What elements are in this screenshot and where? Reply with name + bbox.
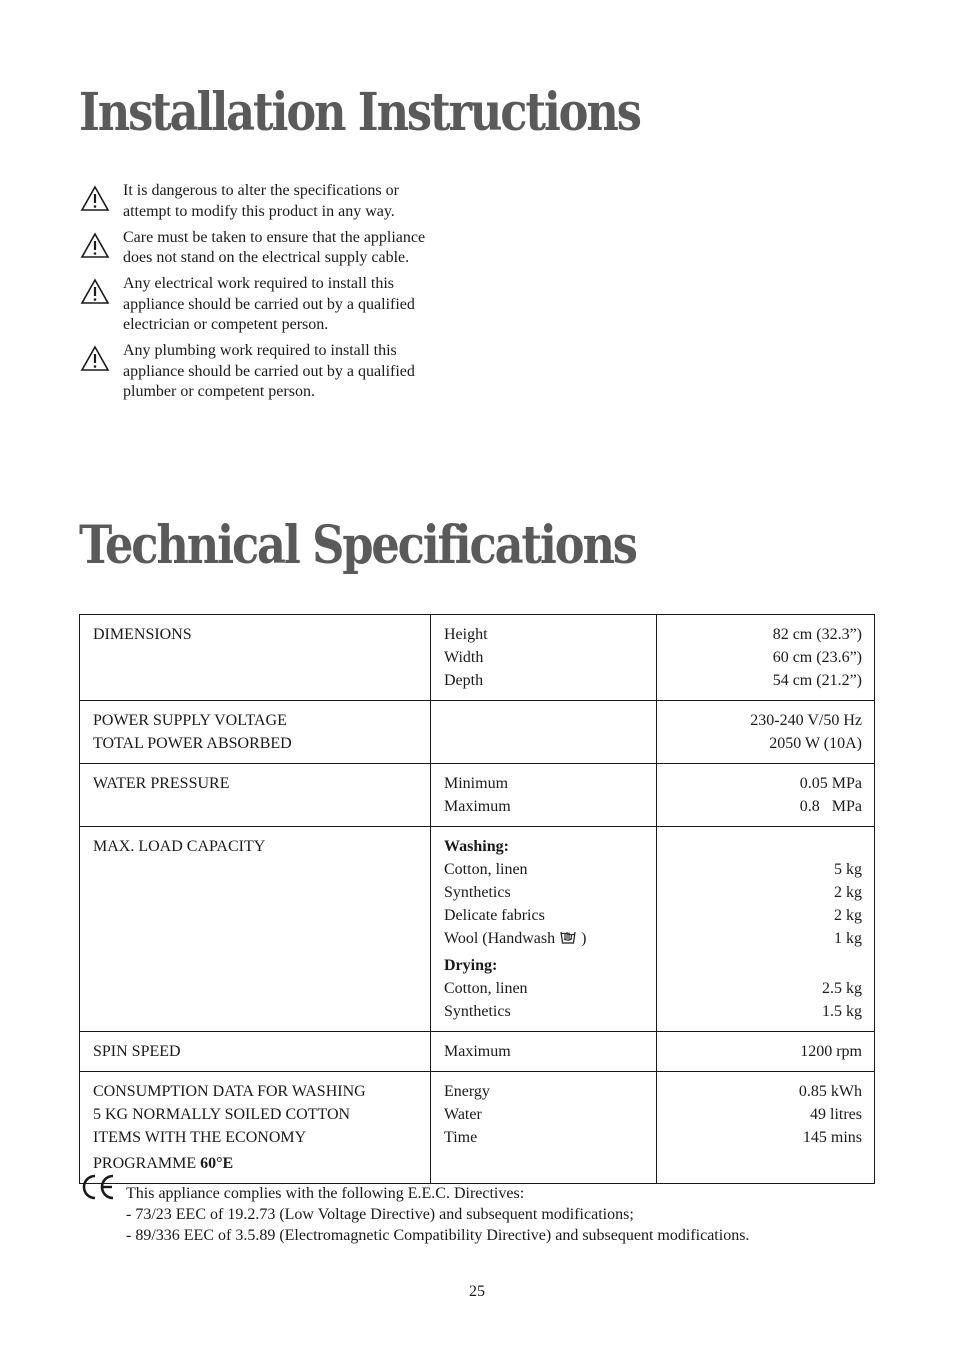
load-params-cell — [431, 827, 657, 1032]
programme-prefix: PROGRAMME — [93, 1155, 201, 1172]
warning-list — [80, 181, 480, 408]
param-value: 2.5 kg — [822, 980, 862, 997]
param-name: Synthetics — [444, 884, 511, 901]
param-name: Depth — [444, 672, 484, 689]
param-name: Synthetics — [444, 1003, 511, 1020]
dimensions-values-cell — [657, 615, 875, 701]
param-name: Height — [444, 626, 488, 643]
param-name: Minimum — [444, 775, 509, 792]
warning-text: Care must be taken to ensure that the appliance does not stand on the electrical supply cable. — [123, 228, 426, 266]
param-value: 0.8 MPa — [799, 798, 862, 815]
table-row — [80, 827, 875, 1032]
ce-mark-icon — [81, 1172, 115, 1202]
load-values-cell — [657, 827, 875, 1032]
param-value: 60 cm (23.6”) — [772, 649, 862, 666]
directive-line: - 73/23 EEC of 19.2.73 (Low Voltage Directive) and subsequent modifications; — [126, 1206, 634, 1223]
warning-triangle-icon — [80, 278, 110, 305]
spin-params-cell — [431, 1032, 657, 1072]
compliance-intro: This appliance complies with the following E.E.C. Directives: — [126, 1185, 525, 1202]
programme-name: 60°E — [200, 1155, 234, 1172]
wool-close: ) — [581, 930, 587, 947]
warning-text: Any plumbing work required to install this appliance should be carried out by a qualified plumber or competent person. — [123, 342, 415, 400]
drying-heading: Drying: — [444, 957, 498, 974]
warning-item — [80, 181, 480, 222]
param-name: Delicate fabrics — [444, 907, 545, 924]
compliance-text — [126, 1183, 749, 1246]
load-label-cell — [80, 827, 431, 1032]
consumption-params-cell — [431, 1072, 657, 1184]
param-name: Cotton, linen — [444, 861, 528, 878]
table-row — [80, 701, 875, 764]
specifications-table — [79, 614, 875, 1184]
washing-heading: Washing: — [444, 838, 509, 855]
handwash-icon — [559, 927, 577, 945]
spin-label-cell — [80, 1032, 431, 1072]
warning-item — [80, 228, 480, 269]
row-label: DIMENSIONS — [93, 626, 192, 643]
param-name: Energy — [444, 1083, 490, 1100]
row-label: TOTAL POWER ABSORBED — [93, 735, 292, 752]
water-pressure-values-cell — [657, 764, 875, 827]
param-value: 0.05 MPa — [799, 775, 862, 792]
warning-text: It is dangerous to alter the specifications or attempt to modify this product in any way. — [123, 182, 399, 220]
page-number: 25 — [469, 1283, 485, 1300]
param-value: 49 litres — [810, 1106, 862, 1123]
param-name: Maximum — [444, 798, 511, 815]
technical-specifications-heading: Technical Specifications — [79, 515, 636, 576]
param-value: 5 kg — [834, 861, 862, 878]
table-row — [80, 1032, 875, 1072]
param-value: 1200 rpm — [800, 1043, 862, 1060]
row-label: POWER SUPPLY VOLTAGE — [93, 712, 287, 729]
param-name: Maximum — [444, 1043, 511, 1060]
table-row — [80, 615, 875, 701]
param-name: Cotton, linen — [444, 980, 528, 997]
row-label: MAX. LOAD CAPACITY — [93, 838, 266, 855]
warning-triangle-icon — [80, 185, 110, 212]
warning-item — [80, 341, 480, 403]
param-value: 54 cm (21.2”) — [772, 672, 862, 689]
programme-label — [93, 1152, 418, 1175]
param-value: 230-240 V/50 Hz — [750, 712, 862, 729]
param-value: 0.85 kWh — [798, 1083, 862, 1100]
consumption-label-cell — [80, 1072, 431, 1184]
param-value: 1 kg — [834, 930, 862, 947]
param-value: 1.5 kg — [822, 1003, 862, 1020]
consumption-values-cell — [657, 1072, 875, 1184]
water-pressure-params-cell — [431, 764, 657, 827]
param-name: Width — [444, 649, 484, 666]
param-value: 2 kg — [834, 884, 862, 901]
warning-triangle-icon — [80, 232, 110, 259]
param-value: 2050 W (10A) — [769, 735, 862, 752]
row-label: ITEMS WITH THE ECONOMY — [93, 1129, 307, 1146]
warning-text: Any electrical work required to install this appliance should be carried out by a qualified electrician or competent person. — [123, 275, 415, 333]
param-name: Time — [444, 1129, 478, 1146]
warning-triangle-icon — [80, 345, 110, 372]
row-label: WATER PRESSURE — [93, 775, 230, 792]
row-label: CONSUMPTION DATA FOR WASHING — [93, 1083, 366, 1100]
warning-item — [80, 274, 480, 336]
wool-param — [444, 927, 644, 950]
dimensions-label-cell — [80, 615, 431, 701]
installation-heading: Installation Instructions — [79, 82, 640, 143]
power-params-cell — [431, 701, 657, 764]
table-row — [80, 764, 875, 827]
row-label: 5 KG NORMALLY SOILED COTTON — [93, 1106, 351, 1123]
water-pressure-label-cell — [80, 764, 431, 827]
directive-line: - 89/336 EEC of 3.5.89 (Electromagnetic Compatibility Directive) and subsequent modifications. — [126, 1227, 750, 1244]
param-value: 2 kg — [834, 907, 862, 924]
param-value: 82 cm (32.3”) — [772, 626, 862, 643]
power-values-cell — [657, 701, 875, 764]
spin-values-cell — [657, 1032, 875, 1072]
param-value: 145 mins — [802, 1129, 862, 1146]
table-row — [80, 1072, 875, 1184]
row-label: SPIN SPEED — [93, 1043, 181, 1060]
wool-label: Wool (Handwash — [444, 930, 556, 947]
param-name: Water — [444, 1106, 482, 1123]
power-label-cell — [80, 701, 431, 764]
dimensions-params-cell — [431, 615, 657, 701]
